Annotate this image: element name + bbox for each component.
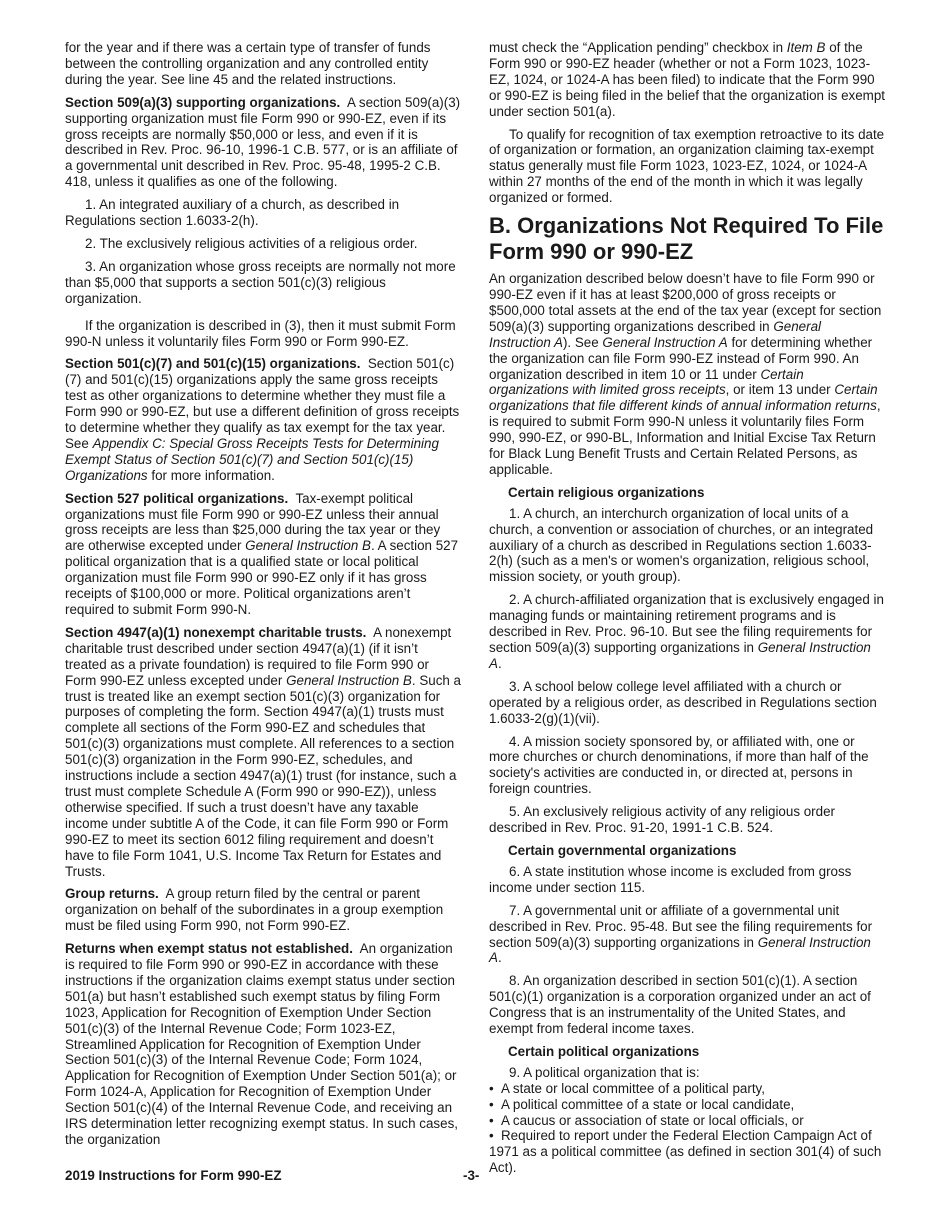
instruction-ref: General Instruction A — [489, 934, 871, 966]
section-4947-text: A nonexempt charitable trust described under section 4947(a)(1) (if it isn’t treated as a private foundation) is required to file Form 990 or Form 990-EZ unless excepted under — [65, 624, 452, 688]
bullet-text: A state or local committee of a political party, — [501, 1080, 765, 1096]
subheading-political: Certain political organizations — [508, 1043, 700, 1059]
bullet-icon: • — [489, 1112, 494, 1128]
paragraph-qualify: To qualify for recognition of tax exemption retroactive to its date of organization or formation, an organization claiming tax-exempt status generally must file Form 1023, 1023-EZ, 1024, or 1024-A within 27 months of the end of the month in which it was legally organized or formed. — [489, 126, 885, 206]
bullet-text: Required to report under the Federal Election Campaign Act of 1971 as a political committee (as defined in section 301(4) of such Act). — [489, 1128, 882, 1176]
instruction-ref: General Instruction A — [602, 334, 728, 350]
text-run: . — [497, 655, 502, 671]
political-item-9: 9. A political organization that is: — [509, 1064, 700, 1080]
text-run: 2. A church-affiliated organization that is exclusively engaged in managing funds or maintaining retirement programs and is described in Rev. Proc. 96-10. But see the filing requirements for section 509(a)(3) supporting organizations in — [489, 592, 884, 655]
paragraph-continued: for the year and if there was a certain type of transfer of funds between the controlling organization and any controlled entity during the year. See line 45 and the related instructions. — [65, 40, 431, 87]
religious-item-3: 3. A school below college level affiliated with a church or operated by a religious order, as described in Regulations section 1.6033-2(g)(1)(vii). — [489, 678, 877, 726]
returns-exempt-text: An organization is required to file Form 990 or 990-EZ in accordance with these instructions if the organization claims exempt status under section 501(a) but hasn’t established such exempt status by filing Form 1023, Application for Recognition of Exemption Under Section 501(c)(3) of the Internal Revenue Code; Form 1023-EZ, Streamlined Application for Recognition of Exemption Under Section 501(c)(3) of the Internal Revenue Code; Form 1024, Application for Recognition of Exemption Under Section 501(a); or Form 1024-A, Application for Recognition of Exemption Under Section 501(c)(4) of the Internal Revenue Code, and receiving an IRS determination letter recognizing exempt status. In such cases, the organization — [65, 941, 458, 1147]
section-509-heading: Section 509(a)(3) supporting organizations. — [65, 94, 341, 110]
list-item-1: 1. An integrated auxiliary of a church, as described in Regulations section 1.6033-2(h). — [65, 197, 400, 229]
bullet-item — [489, 1113, 886, 1129]
group-returns-heading: Group returns. — [65, 886, 159, 902]
group-returns-paragraph — [65, 886, 461, 934]
section-501-tail: for more information. — [151, 467, 275, 483]
bullet-text: A caucus or association of state or local officials, or — [501, 1112, 804, 1128]
subheading-religious: Certain religious organizations — [508, 484, 705, 500]
text-run: for determining whether the organization can file Form 990-EZ instead of Form 990. An organization described in item 10 or 11 under — [489, 334, 873, 382]
page-number: -3- — [463, 1168, 480, 1183]
text-run: ). See — [562, 334, 599, 350]
religious-item-4: 4. A mission society sponsored by, or affiliated with, one or more churches or church denominations, if more than half of the society's activities are conducted in, or directed at, persons in foreign countries. — [489, 733, 869, 797]
instruction-ref: General Instruction A — [489, 640, 871, 671]
section-501-paragraph — [65, 356, 461, 483]
right-column — [489, 40, 886, 1176]
instruction-ref: General Instruction A — [489, 318, 821, 350]
religious-item-2 — [489, 592, 886, 672]
list-item-2: 2. The exclusively religious activities of a religious order. — [85, 235, 418, 251]
text-run: , or item 13 under — [725, 382, 831, 398]
bullet-item — [489, 1097, 886, 1113]
returns-exempt-paragraph — [65, 941, 461, 1148]
section-4947-heading: Section 4947(a)(1) nonexempt charitable trusts. — [65, 624, 367, 640]
section-527-heading: Section 527 political organizations. — [65, 490, 289, 506]
text-run: , is required to submit Form 990-N unless it voluntarily files Form 990, 990-EZ, or 990-BL, Information and Initial Excise Tax Return for Black Lung Benefit Trusts and Certain Related Persons, as applicable. — [489, 398, 881, 477]
text-run: An organization described below doesn’t have to file Form 990 or 990-EZ even if it has at least $200,000 of gross receipts or $500,000 total assets at the end of the tax year (except for section 509(a)(3) supporting organizations described in — [489, 271, 882, 334]
limited-receipts-ref: Certain organizations with limited gross receipts — [489, 366, 804, 398]
different-returns-ref: Certain organizations that file different kinds of annual information returns — [489, 382, 878, 414]
section-501-heading: Section 501(c)(7) and 501(c)(15) organizations. — [65, 356, 361, 372]
section-527-tail: . A section 527 political organization that is a qualified state or local political organization must file Form 990 or 990-EZ only if it has gross receipts of $100,000 or more. Political organizations aren’t required to submit Form 990-N. — [65, 538, 459, 617]
section-4947-instruction-ref: General Instruction B — [286, 672, 412, 688]
governmental-item-8: 8. An organization described in section 501(c)(1). A section 501(c)(1) organization is a corporation organized under an act of Congress that is an instrumentality of the United States, and exempt from federal income taxes. — [489, 973, 871, 1037]
section-b-heading: B. Organizations Not Required To File Form 990 or 990-EZ — [489, 213, 884, 265]
group-returns-text: A group return filed by the central or parent organization on behalf of the subordinates in a group exemption must be filed using Form 990, not Form 990-EZ. — [65, 886, 444, 934]
section-b-intro — [489, 271, 886, 478]
section-4947-tail: . Such a trust is treated like an exempt section 501(c)(3) organization for purposes of completing the form. Section 4947(a)(1) trusts must complete all sections of the Form 990-EZ and schedules that 501(c)(3) organizations must complete. All references to a section 501(c)(3) organization in the Form 990-EZ, schedules, and instructions include a section 4947(a)(1) trust (for instance, such a trust must complete Schedule A (Form 990 or 990-EZ)), unless otherwise specified. If such a trust doesn’t have any taxable income under subtitle A of the Code, it can file Form 990 or Form 990-EZ to meet its section 6012 filing requirement and doesn’t have to file Form 1041, U.S. Income Tax Return for Estates and Trusts. — [65, 672, 462, 879]
paragraph-application-pending — [489, 40, 886, 120]
governmental-item-6: 6. A state institution whose income is excluded from gross income under section 115. — [489, 863, 852, 895]
returns-exempt-heading: Returns when exempt status not established. — [65, 941, 353, 957]
bullet-icon: • — [489, 1080, 494, 1096]
text-run: must check the “Application pending” checkbox in — [489, 40, 784, 55]
subheading-governmental: Certain governmental organizations — [508, 842, 737, 858]
section-509-paragraph — [65, 95, 461, 190]
text-run: of the Form 990 or 990-EZ header (whether or not a Form 1023, 1023-EZ, 1024, or 1024-A has been filed) to indicate that the Form 990 or 990-EZ is being filed in the belief that the organization is exempt under section 501(a). — [489, 40, 885, 119]
religious-item-1: 1. A church, an interchurch organization of local units of a church, a convention or association of churches, or an integrated auxiliary of a church as described in Regulations section 1.6033-2(h) (such as a men's or women's organization, religious school, mission society, or youth group). — [489, 505, 874, 585]
bullet-icon: • — [489, 1128, 494, 1144]
section-527-text: Tax-exempt political organizations must file Form 990 or 990-EZ unless their annual gross receipts are less than $25,000 during the tax year or they are otherwise excepted under — [65, 490, 441, 554]
bullet-item — [489, 1081, 886, 1097]
section-527-paragraph — [65, 491, 461, 618]
governmental-item-7 — [489, 903, 886, 967]
footer-title: 2019 Instructions for Form 990-EZ — [65, 1168, 282, 1183]
section-509-text: A section 509(a)(3) supporting organization must file Form 990 or 990-EZ, even if its gross receipts are normally $50,000 or less, and even if it is described in Rev. Proc. 96-10, 1996-1 C.B. 577, or is an affiliate of a governmental unit described in Rev. Proc. 95-48, 1995-2 C.B. 418, unless it qualifies as one of the following. — [65, 94, 461, 190]
text-run: . — [497, 950, 502, 966]
section-4947-paragraph — [65, 625, 461, 880]
section-501-text: Section 501(c)(7) and 501(c)(15) organizations apply the same gross receipts test as other organizations to determine whether they must file a Form 990 or 990-EZ, but use a different definition of gross receipts to determine whether they qualify as tax exempt for the tax year. See — [65, 356, 460, 451]
bullet-text: A political committee of a state or local candidate, — [501, 1096, 795, 1112]
paragraph-if-described: If the organization is described in (3), then it must submit Form 990-N unless it voluntarily files Form 990 or Form 990-EZ. — [65, 317, 456, 349]
section-527-instruction-ref: General Instruction B — [245, 538, 371, 554]
left-column — [65, 40, 461, 1155]
bullet-icon: • — [489, 1096, 494, 1112]
section-501-appendix-ref: Appendix C: Special Gross Receipts Tests for Determining Exempt Status of Section 501(c)(7) and Section 501(c)(15) Organizations — [65, 435, 439, 483]
item-b-ref: Item B — [786, 40, 826, 55]
religious-item-5: 5. An exclusively religious activity of any religious order described in Rev. Proc. 91-20, 1991-1 C.B. 524. — [489, 804, 835, 836]
text-run: 7. A governmental unit or affiliate of a governmental unit described in Rev. Proc. 95-48. But see the filing requirements for section 509(a)(3) supporting organizations in — [489, 902, 873, 950]
list-item-3: 3. An organization whose gross receipts are normally not more than $5,000 that supports a section 501(c)(3) religious organization. — [65, 258, 456, 306]
bullet-item — [489, 1128, 886, 1176]
